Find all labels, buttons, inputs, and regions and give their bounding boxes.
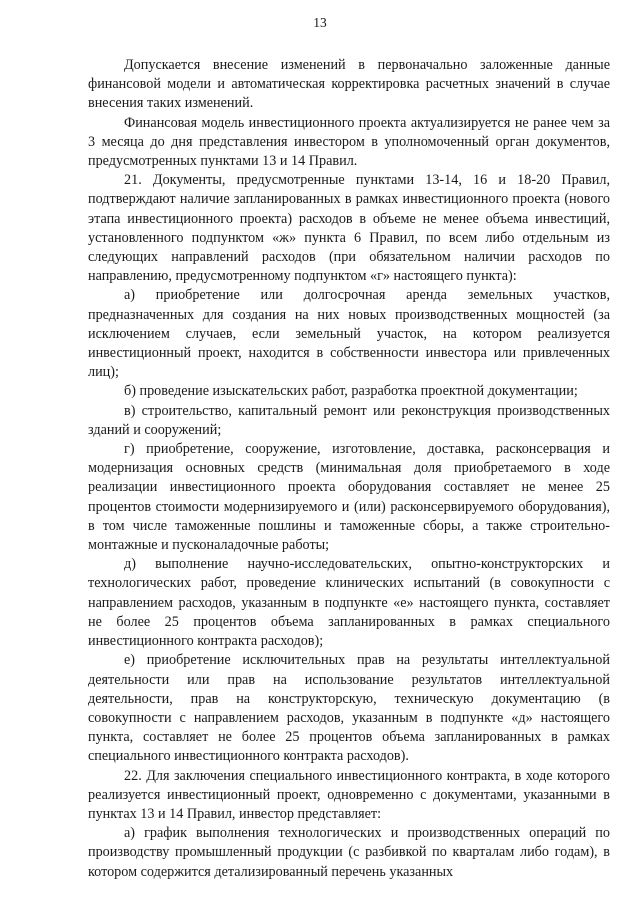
paragraph-financial-model-changes: Допускается внесение изменений в первоначально заложенные данные финансовой модели и автоматическая корректировка расчетных значений в случае внесения таких изменений.	[88, 57, 610, 112]
paragraph-subitem-d-research: д) выполнение научно-исследовательских, опытно-конструкторских и технологических работ, проведение клинических испытаний (в совокупности с направлением расходов, указанным в подпункте «е» настоящего пункта, составляет не более 25 процентов объема запланированных в рамках специального инвестиционного контракта расходов);	[88, 556, 610, 650]
paragraph-financial-model-update: Финансовая модель инвестиционного проекта актуализируется не ранее чем за 3 месяца до дня представления инвестором в уполномоченный орган документов, предусмотренных пунктами 13 и 14 Правил.	[88, 114, 610, 170]
document-body	[88, 56, 610, 882]
page-number: 13	[313, 15, 327, 30]
paragraph-item-22-subitem-a: а) график выполнения технологических и производственных операций по производству промышленный продукции (с разбивкой по кварталам либо годам), в котором содержится детализированный перечень указанных	[88, 825, 610, 880]
paragraph-item-21: 21. Документы, предусмотренные пунктами 13-14, 16 и 18-20 Правил, подтверждают наличие запланированных в рамках инвестиционного проекта (нового этапа инвестиционного проекта) расходов в объеме не менее объема инвестиций, установленного подпунктом «ж» пункта 6 Правил, по всем либо отдельным из следующих направлений расходов (при обязательном наличии расходов по направлению, предусмотренному подпунктом «г» настоящего пункта):	[88, 172, 610, 285]
paragraph-subitem-e-ip-rights: е) приобретение исключительных прав на результаты интеллектуальной деятельности или прав на использование результатов интеллектуальной деятельности, прав на конструкторскую, техническую документацию (в совокупности с направлением расходов, указанным в подпункте «д» настоящего пункта, составляет не более 25 процентов объема запланированных в рамках специального инвестиционного контракта расходов).	[88, 652, 610, 765]
paragraph-subitem-g-fixed-assets: г) приобретение, сооружение, изготовление, доставка, расконсервация и модернизация основных средств (минимальная доля приобретаемого в ходе реализации инвестиционного проекта оборудования составляет не менее 25 процентов стоимости модернизируемого и (или) расконсервируемого оборудования), в том числе таможенные пошлины и таможенные сборы, а также строительно-монтажные и пусконаладочные работы;	[88, 441, 610, 554]
paragraph-subitem-b-surveys: б) проведение изыскательских работ, разработка проектной документации;	[124, 383, 578, 400]
paragraph-item-22: 22. Для заключения специального инвестиционного контракта, в ходе которого реализуется инвестиционный проект, одновременно с документами, указанными в пунктах 13 и 14 Правил, инвестор представляет:	[88, 767, 610, 822]
paragraph-subitem-v-construction: в) строительство, капитальный ремонт или реконструкция производственных зданий и сооружений;	[88, 402, 610, 438]
paragraph-subitem-a-land: а) приобретение или долгосрочная аренда земельных участков, предназначенных для создания на них новых производственных мощностей (за исключением случаев, если земельный участок, на котором реализуется инвестиционный проект, находится в собственности инвестора или привлеченных лиц);	[88, 287, 610, 381]
